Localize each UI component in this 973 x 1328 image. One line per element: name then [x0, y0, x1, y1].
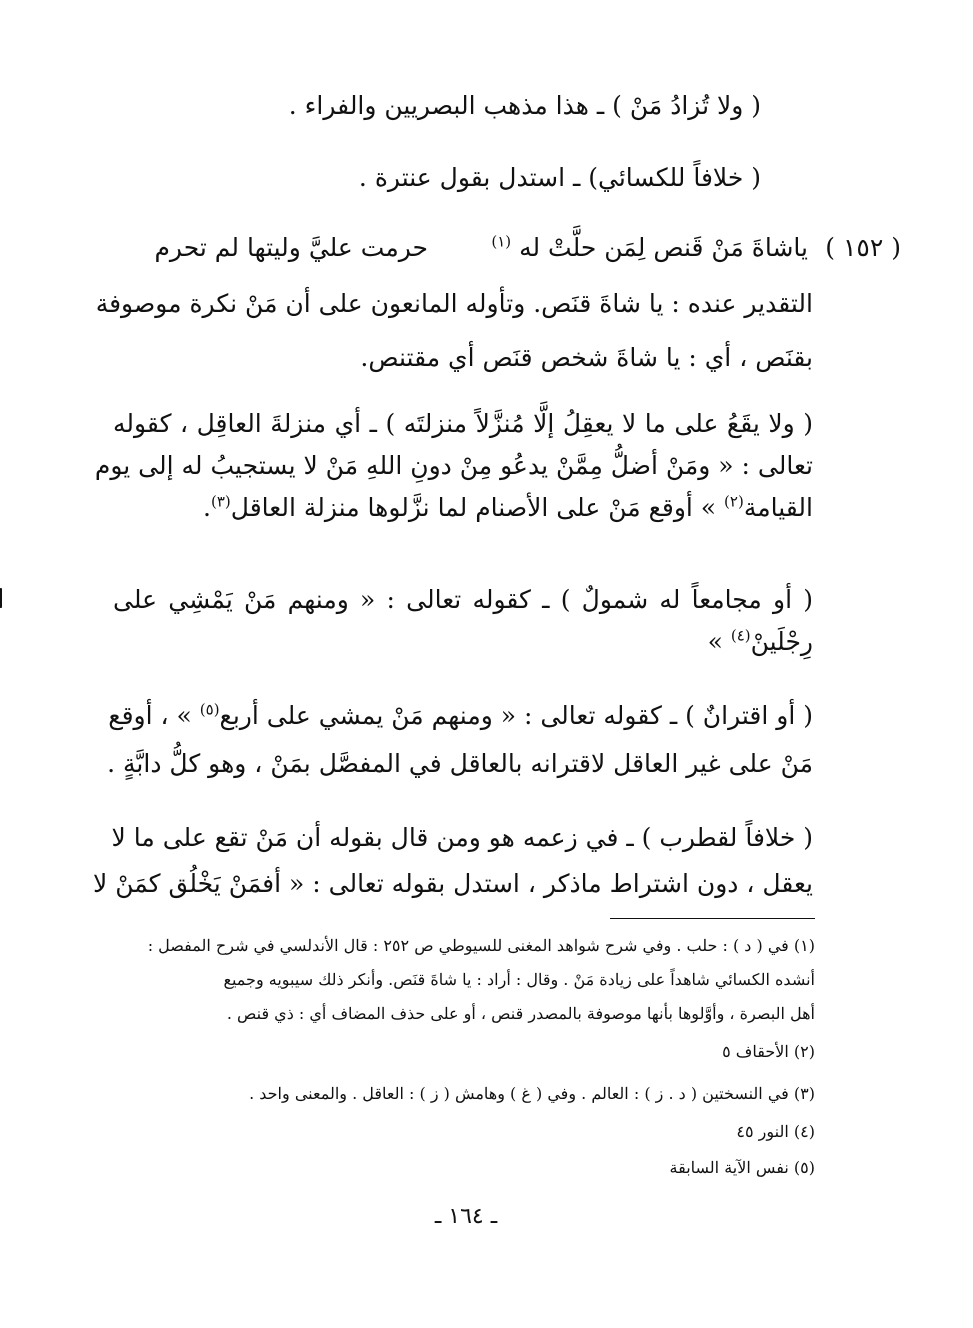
footnote-ref-3: (٣): [210, 492, 231, 511]
page-number: ـ ١٦٤ ـ: [434, 1204, 498, 1229]
footnote-ref-1: (١): [491, 232, 512, 251]
text-quote-close: »: [707, 627, 723, 656]
footnote-ref-4: (٤): [730, 626, 751, 645]
footnote-4: (٤) النور ٤٥: [736, 1122, 815, 1141]
text-awqaa: » أوقع مَنْ على الأصنام لما نزَّلوها منزلة العاقل: [230, 493, 717, 522]
text-rijlayn: رِجْلَينْ: [750, 627, 813, 656]
verse-first-hemistich-text: ياشاةَ مَنْ قَنص لِمَن حلَّتْ له: [519, 233, 808, 262]
scan-edge-mark: [0, 588, 6, 608]
footnote-ref-5: (٥): [199, 700, 220, 719]
footnote-separator: [610, 918, 815, 919]
paragraph-iqtiran-line-1: [108, 696, 813, 736]
paragraph-tuzad: ( ولا تُزادُ مَنْ ) ـ هذا مذهب البصريين والفراء .: [288, 91, 761, 120]
paragraph-mujamaan-line-1: ( أو مجامعاً له شمولٌ ) ـ كقوله تعالى : « ومنهم مَنْ يَمْشِي على: [113, 585, 813, 614]
footnote-5: (٥) نفس الآية السابقة: [669, 1158, 815, 1177]
text-awqaa-2: » ، أوقع: [108, 701, 192, 730]
text-iqtiran: ( أو اقترانٌ ) ـ كقوله تعالى : « ومنهم مَنْ يمشي على أربع: [219, 701, 813, 730]
verse-second-hemistich: حرمت عليَّ وليتها لم تحرم: [154, 233, 428, 262]
footnote-ref-2: (٢): [724, 492, 744, 511]
footnote-1-line-2: أنشده الكسائي شاهداً على زيادة مَنْ . وقال : أراد : يا شاةَ قنَص. وأنكر ذلك سيبويه وجميع: [223, 970, 815, 989]
paragraph-iqtiran-line-2: مَنْ على غير العاقل لاقترانه بالعاقل في المفصَّل بمَنْ ، وهو كلُّ دابَّةٍ .: [107, 749, 813, 778]
verse-number: ( ١٥٢ ): [825, 233, 901, 262]
paragraph-la-yaqau-line-2: تعالى : « ومَنْ أضلُّ مِمَّنْ يدعُو مِنْ دونِ اللهِ مَنْ لا يستجيبُ له إلى يوم: [94, 451, 813, 480]
paragraph-mujamaan-line-2: [708, 622, 813, 662]
footnote-1-line-3: أهل البصرة ، وأوَّلوها بأنها موصوفة بالمصدر قنص ، أو على حذف المضاف أي : ذي قنص .: [226, 1004, 815, 1023]
paragraph-kisai: ( خلافاً للكسائي) ـ استدل بقول عنترة .: [358, 163, 761, 192]
paragraph-taqdir-line-2: بقنَص ، أي : يا شاةَ شخص قنَص أي مقتنص.: [360, 343, 813, 372]
paragraph-la-yaqau-line-3: [203, 488, 813, 528]
footnote-2: (٢) الأحقاف ٥: [722, 1042, 815, 1061]
verse-first-hemistich: [491, 226, 808, 270]
footnote-3: (٣) في النسختين ( د . ز ) : العالم . وفي ( غ ) وهامش ( ز ) : العاقل . والمعنى واحد .: [249, 1084, 815, 1103]
footnote-1-line-1: (١) في ( د ) : حلب . وفي شرح شواهد المغنى للسيوطي ص ٢٥٢ : قال الأندلسي في شرح المفصل :: [147, 936, 815, 955]
text-qiyama: القيامة: [743, 493, 813, 522]
text-period: .: [203, 493, 211, 522]
paragraph-taqdir-line-1: التقدير عنده : يا شاةَ قنَص. وتأوله المانعون على أن مَنْ نكرة موصوفة: [95, 289, 813, 318]
paragraph-la-yaqau-line-1: ( ولا يقَعُ على ما لا يعقِلُ إلَّا مُنزَّلاً منزلتَه ) ـ أي منزلةَ العاقِل ، كقوله: [113, 409, 813, 438]
paragraph-qutrub-line-2: يعقل ، دون اشتراط ماذكر ، استدل بقوله تعالى : « أفمَنْ يَخْلُق كمَنْ لا: [92, 869, 813, 898]
paragraph-qutrub-line-1: ( خلافاً لقطرب ) ـ في زعمه هو ومن قال بقوله أن مَنْ تقع على ما لا: [111, 823, 813, 852]
